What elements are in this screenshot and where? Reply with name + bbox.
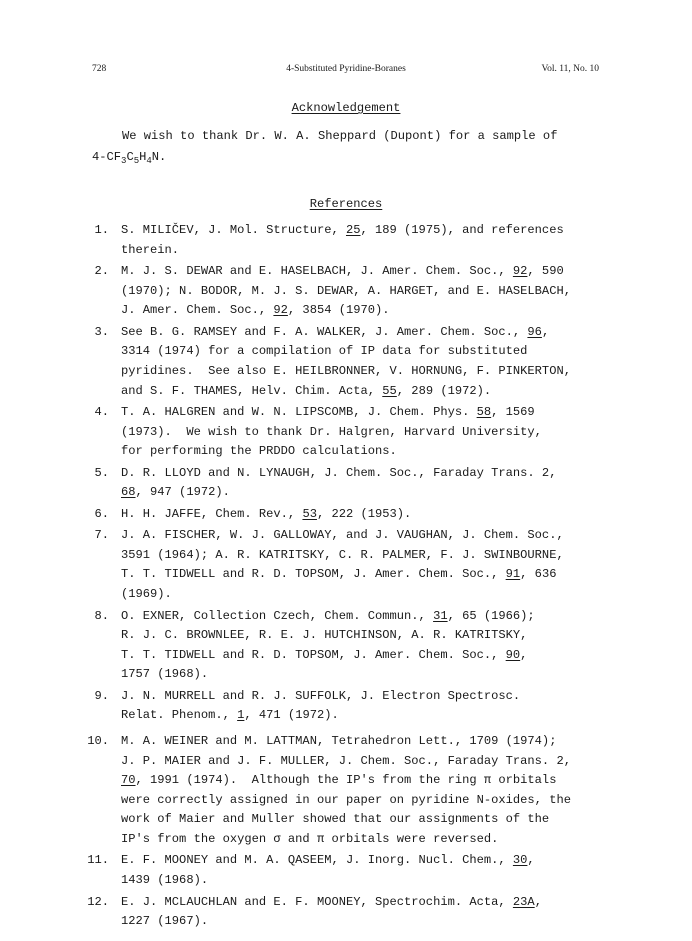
reference-segment: 3314 (1974) for a compilation of IP data for substituted xyxy=(121,344,528,359)
reference-segment: , xyxy=(534,894,542,909)
reference-number: 8. xyxy=(94,608,109,623)
reference-line xyxy=(121,403,621,423)
reference-line xyxy=(121,706,621,726)
reference-segment: , xyxy=(541,324,550,339)
volume-underlined: 96 xyxy=(527,324,542,339)
reference-line xyxy=(121,483,621,503)
reference-number: 4. xyxy=(94,405,109,420)
volume-underlined: 31 xyxy=(433,608,448,623)
reference-segment: M. J. S. DEWAR and E. HASELBACH, J. Amer. Chem. Soc., xyxy=(121,264,513,279)
volume-underlined: 90 xyxy=(505,647,521,662)
volume-underlined: 53 xyxy=(302,506,317,521)
formula-part: 4-CF xyxy=(92,150,122,164)
reference-line xyxy=(121,585,621,605)
reference-segment: T. A. HALGREN and W. N. LIPSCOMB, J. Chem. Phys. xyxy=(121,405,477,420)
reference-number: 9. xyxy=(94,688,109,703)
reference-segment: H. H. JAFFE, Chem. Rev., xyxy=(121,506,303,521)
reference-line xyxy=(121,607,621,627)
reference-item xyxy=(0,526,692,604)
acknowledgement-text xyxy=(92,126,612,168)
reference-text xyxy=(121,893,621,932)
reference-number: 3. xyxy=(94,324,109,339)
reference-segment: See B. G. RAMSEY and F. A. WALKER, J. Amer. Chem. Soc., xyxy=(121,324,528,339)
reference-item xyxy=(0,893,692,932)
volume-underlined: 23A xyxy=(512,894,535,909)
reference-line xyxy=(121,442,621,462)
reference-line xyxy=(121,893,621,913)
reference-line xyxy=(121,342,621,362)
reference-line xyxy=(121,241,621,261)
reference-segment: Relat. Phenom., xyxy=(121,708,238,723)
reference-line xyxy=(121,665,621,685)
reference-segment: O. EXNER, Collection Czech, Chem. Commun., xyxy=(121,608,434,623)
reference-line xyxy=(121,323,621,343)
reference-segment: J. A. FISCHER, W. J. GALLOWAY, and J. VAUGHAN, J. Chem. Soc., xyxy=(121,528,564,543)
reference-text xyxy=(121,403,621,462)
volume-underlined: 92 xyxy=(273,303,288,318)
reference-line xyxy=(121,221,621,241)
running-head xyxy=(0,64,692,78)
acknowledgement-heading xyxy=(0,101,692,115)
reference-text xyxy=(121,607,621,685)
reference-item xyxy=(0,262,692,321)
reference-segment: , 471 (1972). xyxy=(244,708,339,723)
reference-list xyxy=(0,221,692,934)
reference-segment: and S. F. THAMES, Helv. Chim. Acta, xyxy=(121,383,383,398)
running-title: 4-Substituted Pyridine-Boranes xyxy=(286,64,406,74)
reference-segment: D. R. LLOYD and N. LYNAUGH, J. Chem. Soc., Faraday Trans. 2, xyxy=(121,465,557,480)
reference-segment: J. P. MAIER and J. F. MULLER, J. Chem. Soc., Faraday Trans. 2, xyxy=(121,753,571,768)
reference-number: 2. xyxy=(94,264,109,279)
volume-underlined: 70 xyxy=(121,773,136,788)
reference-number: 6. xyxy=(94,506,109,521)
acknowledgement-line: We wish to thank Dr. W. A. Sheppard (Dupont) for a sample of xyxy=(122,129,558,143)
reference-line xyxy=(121,546,621,566)
reference-item xyxy=(0,464,692,503)
reference-segment: , 289 (1972). xyxy=(396,383,492,398)
volume-underlined: 92 xyxy=(512,264,528,279)
reference-number: 7. xyxy=(94,528,109,543)
reference-text xyxy=(121,851,621,890)
reference-segment: 1439 (1968). xyxy=(121,873,209,888)
formula-subscript: 4 xyxy=(146,156,152,166)
reference-number: 11. xyxy=(87,853,109,868)
reference-text xyxy=(121,526,621,604)
reference-item xyxy=(0,403,692,462)
reference-text xyxy=(121,262,621,321)
reference-text xyxy=(121,687,621,726)
reference-text xyxy=(121,732,621,850)
reference-segment: (1973). We wish to thank Dr. Halgren, Harvard University, xyxy=(121,424,542,439)
reference-number: 12. xyxy=(87,894,109,909)
reference-line xyxy=(121,732,621,752)
reference-segment: IP's from the oxygen σ and π orbitals were reversed. xyxy=(121,831,499,846)
reference-text xyxy=(121,505,621,525)
volume-underlined: 55 xyxy=(382,383,397,398)
formula-part: C xyxy=(126,150,134,164)
reference-item xyxy=(0,323,692,401)
reference-segment: J. Amer. Chem. Soc., xyxy=(121,303,274,318)
reference-line xyxy=(121,626,621,646)
reference-text xyxy=(121,464,621,503)
reference-segment: , 65 (1966); xyxy=(447,608,535,623)
reference-line xyxy=(121,851,621,871)
reference-line xyxy=(121,423,621,443)
reference-line xyxy=(121,771,621,791)
reference-line xyxy=(121,871,621,891)
reference-line xyxy=(121,752,621,772)
references-heading xyxy=(0,197,692,211)
formula-part: N. xyxy=(151,150,167,164)
reference-number: 5. xyxy=(94,465,109,480)
reference-item xyxy=(0,505,692,525)
reference-segment: pyridines. See also E. HEILBRONNER, V. HORNUNG, F. PINKERTON, xyxy=(121,363,571,378)
reference-item xyxy=(0,221,692,260)
reference-line xyxy=(121,526,621,546)
reference-segment: , 222 (1953). xyxy=(316,506,412,521)
reference-segment: therein. xyxy=(121,242,180,257)
reference-segment: 1227 (1967). xyxy=(121,914,209,929)
formula-part: H xyxy=(139,150,147,164)
volume-underlined: 91 xyxy=(505,567,521,582)
reference-number: 1. xyxy=(94,223,109,237)
reference-segment: , 947 (1972). xyxy=(135,485,230,500)
reference-segment: , 590 xyxy=(527,264,564,279)
reference-segment: R. J. C. BROWNLEE, R. E. J. HUTCHINSON, A. R. KATRITSKY, xyxy=(121,628,528,643)
reference-line xyxy=(121,912,621,932)
page-number: 728 xyxy=(92,64,107,74)
reference-segment: , 1991 (1974). Although the IP's from the ring π orbitals xyxy=(135,773,557,788)
reference-segment: S. MILIČEV, J. Mol. Structure, xyxy=(121,223,346,237)
volume-underlined: 68 xyxy=(121,485,136,500)
reference-segment: (1969). xyxy=(121,587,172,602)
formula-subscript: 5 xyxy=(133,156,140,166)
reference-segment: , xyxy=(520,647,528,662)
reference-line xyxy=(121,791,621,811)
reference-segment: , xyxy=(527,853,535,868)
reference-line xyxy=(121,262,621,282)
reference-segment: (1970); N. BODOR, M. J. S. DEWAR, A. HARGET, and E. HASELBACH, xyxy=(121,283,571,298)
reference-segment: T. T. TIDWELL and R. D. TOPSOM, J. Amer. Chem. Soc., xyxy=(121,567,506,582)
reference-item xyxy=(0,687,692,726)
reference-line xyxy=(121,687,621,707)
reference-line xyxy=(121,464,621,484)
reference-segment: J. N. MURRELL and R. J. SUFFOLK, J. Electron Spectrosc. xyxy=(121,688,521,703)
reference-segment: E. F. MOONEY and M. A. QASEEM, J. Inorg. Nucl. Chem., xyxy=(121,853,513,868)
reference-segment: , 1569 xyxy=(491,405,535,420)
reference-segment: 3591 (1964); A. R. KATRITSKY, C. R. PALMER, F. J. SWINBOURNE, xyxy=(121,547,564,562)
volume-issue: Vol. 11, No. 10 xyxy=(541,64,599,74)
reference-text xyxy=(121,323,621,401)
reference-segment: 1757 (1968). xyxy=(121,667,209,682)
reference-segment: work of Maier and Muller showed that our assignments of the xyxy=(121,812,550,827)
reference-segment: E. J. MCLAUCHLAN and E. F. MOONEY, Spectrochim. Acta, xyxy=(121,894,513,909)
reference-line xyxy=(121,810,621,830)
volume-underlined: 58 xyxy=(476,405,492,420)
reference-segment: for performing the PRDDO calculations. xyxy=(121,444,397,459)
reference-item xyxy=(0,607,692,685)
volume-underlined: 25 xyxy=(345,223,361,237)
reference-line xyxy=(121,282,621,302)
formula-subscript: 3 xyxy=(121,156,127,166)
reference-line xyxy=(121,505,621,525)
acknowledgement-formula xyxy=(92,147,612,168)
reference-line xyxy=(121,382,621,402)
volume-underlined: 1 xyxy=(237,708,245,723)
reference-line xyxy=(121,301,621,321)
reference-item xyxy=(0,851,692,890)
reference-line xyxy=(121,830,621,850)
reference-segment: , 636 xyxy=(520,567,557,582)
reference-segment: were correctly assigned in our paper on pyridine N-oxides, the xyxy=(121,792,571,807)
reference-segment: M. A. WEINER and M. LATTMAN, Tetrahedron Lett., 1709 (1974); xyxy=(121,733,557,748)
reference-segment: T. T. TIDWELL and R. D. TOPSOM, J. Amer. Chem. Soc., xyxy=(121,647,506,662)
acknowledgement-title: Acknowledgement xyxy=(291,101,401,115)
reference-segment: , 189 (1975), and references xyxy=(360,223,564,237)
reference-line xyxy=(121,646,621,666)
reference-item xyxy=(0,732,692,850)
reference-number: 10. xyxy=(87,733,109,748)
reference-segment: , 3854 (1970). xyxy=(287,303,390,318)
reference-line xyxy=(121,565,621,585)
reference-text xyxy=(121,221,621,260)
references-title: References xyxy=(309,197,383,211)
volume-underlined: 30 xyxy=(512,853,528,868)
reference-line xyxy=(121,362,621,382)
